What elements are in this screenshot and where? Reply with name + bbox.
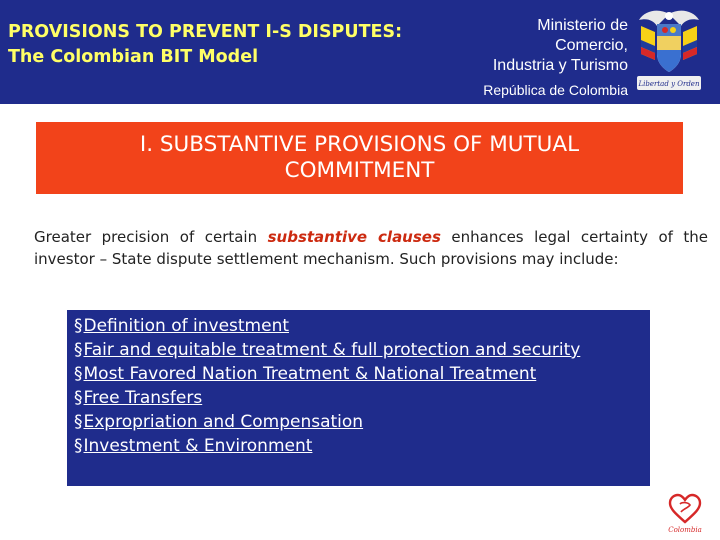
provision-link-free-transfers[interactable] bbox=[74, 386, 646, 410]
provisions-list bbox=[67, 310, 650, 486]
intro-text-end: enhances legal certainty of the investor – State dispute settlement mechanism. Such provisions may include: bbox=[34, 228, 709, 268]
provision-link-environment[interactable] bbox=[74, 434, 646, 458]
intro-emphasis: substantive clauses bbox=[267, 228, 441, 246]
bullet-icon: § bbox=[74, 388, 83, 408]
ministry-line-2: Comercio, bbox=[555, 37, 628, 54]
bullet-icon: § bbox=[74, 340, 83, 360]
header-bar bbox=[0, 0, 720, 104]
banner-line-1: I. SUBSTANTIVE PROVISIONS OF MUTUAL bbox=[139, 132, 580, 157]
provision-label: Most Favored Nation Treatment & National Treatment bbox=[83, 364, 537, 384]
provision-label: Fair and equitable treatment & full protection and security bbox=[83, 340, 581, 360]
provision-label: Free Transfers bbox=[83, 388, 203, 408]
logo-text: Colombia bbox=[668, 526, 702, 534]
banner-line-2: COMMITMENT bbox=[284, 158, 435, 183]
provision-label: Investment & Environment bbox=[83, 436, 313, 456]
ministry-line-3: Industria y Turismo bbox=[492, 57, 628, 74]
intro-text-start: Greater precision of certain bbox=[34, 228, 268, 246]
colombia-brand-logo-icon bbox=[666, 492, 704, 536]
slide-title bbox=[8, 20, 402, 70]
bullet-icon: § bbox=[74, 412, 83, 432]
republic-label: República de Colombia bbox=[483, 82, 628, 98]
ministry-line-1: Ministerio de bbox=[537, 17, 628, 34]
title-line-1: PROVISIONS TO PREVENT I-S DISPUTES: bbox=[8, 22, 403, 42]
title-line-2: The Colombian BIT Model bbox=[8, 47, 259, 67]
bullet-icon: § bbox=[74, 364, 83, 384]
section-banner bbox=[36, 122, 683, 194]
provision-label: Expropriation and Compensation bbox=[83, 412, 364, 432]
bullet-icon: § bbox=[74, 436, 83, 456]
provision-link-expropriation[interactable] bbox=[74, 410, 646, 434]
intro-paragraph bbox=[34, 226, 708, 270]
provision-link-mfn[interactable] bbox=[74, 362, 646, 386]
provision-link-definition[interactable] bbox=[74, 314, 646, 338]
coat-of-arms-icon bbox=[633, 6, 705, 98]
provision-link-fair-treatment[interactable] bbox=[74, 338, 646, 362]
crest-motto: Libertad y Orden bbox=[638, 80, 700, 88]
bullet-icon: § bbox=[74, 316, 83, 336]
ministry-name bbox=[388, 16, 628, 76]
provision-label: Definition of investment bbox=[83, 316, 290, 336]
